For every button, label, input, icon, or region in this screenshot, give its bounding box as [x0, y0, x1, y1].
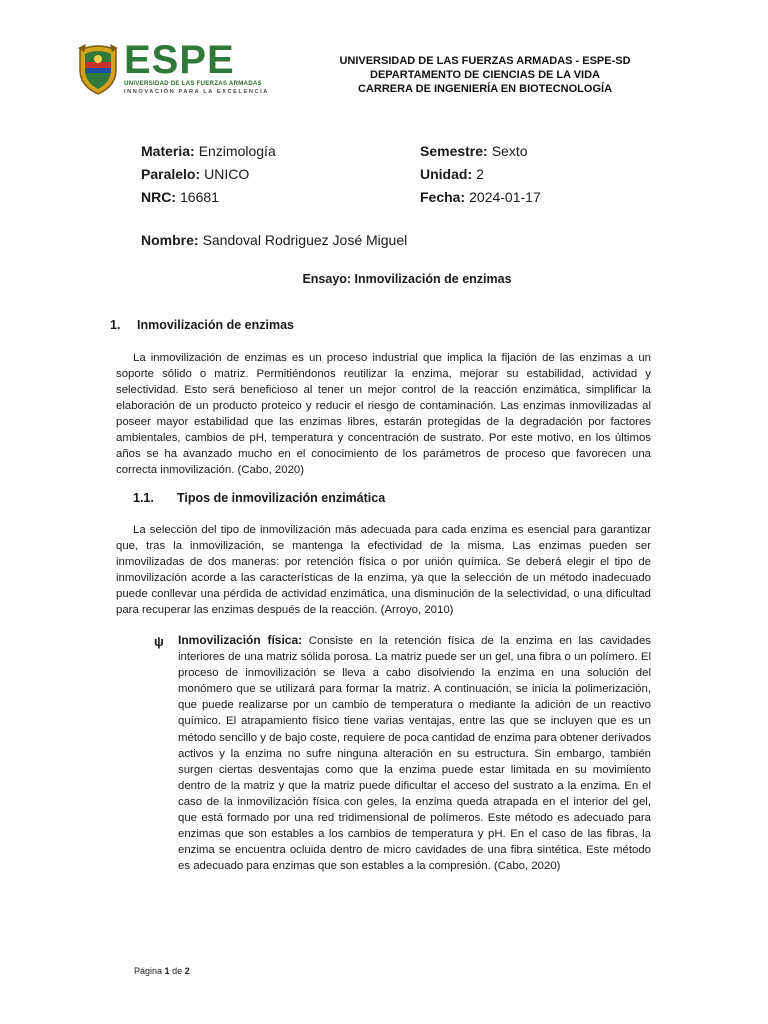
page-total: 2: [184, 966, 190, 976]
brand-tagline-motto: INNOVACIÓN PARA LA EXCELENCIA: [124, 89, 269, 95]
materia-label: Materia:: [141, 143, 195, 159]
department-name: DEPARTAMENTO DE CIENCIAS DE LA VIDA: [370, 69, 600, 81]
fecha-label: Fecha:: [420, 189, 466, 205]
unidad-row: [420, 163, 541, 186]
nrc-label: NRC:: [141, 189, 176, 205]
section-heading-1-1: [133, 491, 385, 505]
page-word: Página: [134, 966, 163, 976]
espe-logo: [76, 38, 269, 98]
semestre-value: Sexto: [491, 143, 528, 159]
paralelo-value: UNICO: [204, 166, 250, 182]
fecha-value: 2024-01-17: [469, 189, 541, 205]
paragraph-types: La selección del tipo de inmovilización más adecuada para cada enzima es esencial para garantizar que, tras la inmovilización, se mantenga la efectividad de la misma. Las enzimas pueden ser inmovilizadas de dos maneras: por retención física o por unión química. Se deberá elegir el tipo de inmovilización acorde a las características de la enzima, ya que la selección de un método inadecuado puede conllevar una pérdida de actividad enzimática, una disminución de la selectividad, o una dificultad para recuperar las enzimas después de la reacción. (Arroyo, 2010): [116, 524, 651, 616]
espe-seal-icon: [76, 40, 120, 96]
nombre-label: Nombre:: [141, 232, 199, 248]
brand-wordmark: ESPE: [124, 38, 235, 82]
psi-bullet-icon: ψ: [154, 634, 164, 649]
nombre-value: Sandoval Rodriguez José Miguel: [202, 232, 408, 248]
paragraph-intro: La inmovilización de enzimas es un proceso industrial que implica la fijación de las enzimas a un soporte sólido o matriz. Permitiéndonos reutilizar la enzima, mejorar su estabilidad, actividad y selectividad. Esto será beneficioso al tener un mejor control de la reacción enzimática, simplificar la elaboración de un producto proteico y reducir el riesgo de contaminación. Las enzimas inmovilizadas al poseer mayor estabilidad que las enzimas libres, estarán protegidas de la degradación por factores ambientales, cambios de pH, temperatura y concentración de sustrato. Por este motivo, en los últimos años se ha avanzado mucho en el conocimiento de los parámetros de proceso que favorecen una correcta inmovilización. (Cabo, 2020): [116, 352, 651, 476]
essay-title: Ensayo: Inmovilización de enzimas: [302, 272, 512, 286]
of-word: de: [172, 966, 183, 976]
brand-tagline-university: UNIVERSIDAD DE LAS FUERZAS ARMADAS: [124, 80, 262, 87]
paralelo-row: [141, 163, 276, 186]
fecha-row: [420, 186, 541, 209]
page-number: 1: [164, 966, 170, 976]
bullet-body: Consiste en la retención física de la enzima en las cavidades interiores de una matriz sólida porosa. La matriz puede ser un gel, una fibra o un polímero. El proceso de inmovilización se lleva a cabo disolviendo la enzima en una solución del monómero que se utilizará para formar la matriz. A continuación, se inicia la polimerización, que puede realizarse por un cambio de temperatura o mediante la adición de un reactivo químico. El atrapamiento físico tiene varias ventajas, entre las que se incluyen que es un método sencillo y de bajo coste, requiere de poca cantidad de enzima para obtener derivados activos y la enzima no sufre ninguna alteración en su estructura. Sin embargo, también surgen ciertas desventajas como que la enzima puede estar limitada en su movimiento dentro de la matriz y que la matriz puede dificultar el acceso del sustrato a la enzima. En el caso de la inmovilización física con geles, la enzima queda atrapada en el interior del gel, que está formado por una red tridimensional de polímeros. Este método es adecuado para enzimas que son estables a los cambios de temperatura y pH. En el caso de las fibras, la enzima se encuentra ocluida dentro de micro cavidades de una fibra sintética. Este método es adecuado para enzimas que son estables a la compresión. (Cabo, 2020): [178, 635, 652, 873]
student-name-row: [141, 232, 407, 248]
nrc-value: 16681: [180, 189, 219, 205]
institution-header: [300, 54, 670, 96]
bullet-title: Inmovilización física:: [178, 633, 303, 647]
semestre-label: Semestre:: [420, 143, 488, 159]
page-footer: [134, 966, 190, 976]
course-info-right: [420, 140, 541, 209]
course-info-left: [141, 140, 276, 209]
career-name: CARRERA DE INGENIERÍA EN BIOTECNOLOGÍA: [357, 83, 613, 95]
bullet-item-inmovilizacion-fisica: [178, 632, 651, 874]
nrc-row: [141, 186, 276, 209]
section-number: 1.: [110, 318, 121, 332]
materia-row: [141, 140, 276, 163]
semestre-row: [420, 140, 541, 163]
subsection-number: 1.1.: [133, 491, 154, 505]
university-name: UNIVERSIDAD DE LAS FUERZAS ARMADAS - ESPE-SD: [339, 55, 631, 67]
unidad-value: 2: [476, 166, 484, 182]
subsection-title: Tipos de inmovilización enzimática: [177, 491, 386, 505]
materia-value: Enzimología: [198, 143, 276, 159]
unidad-label: Unidad:: [420, 166, 473, 182]
section-heading-1: [110, 318, 294, 332]
section-title: Inmovilización de enzimas: [137, 318, 294, 332]
paralelo-label: Paralelo:: [141, 166, 201, 182]
